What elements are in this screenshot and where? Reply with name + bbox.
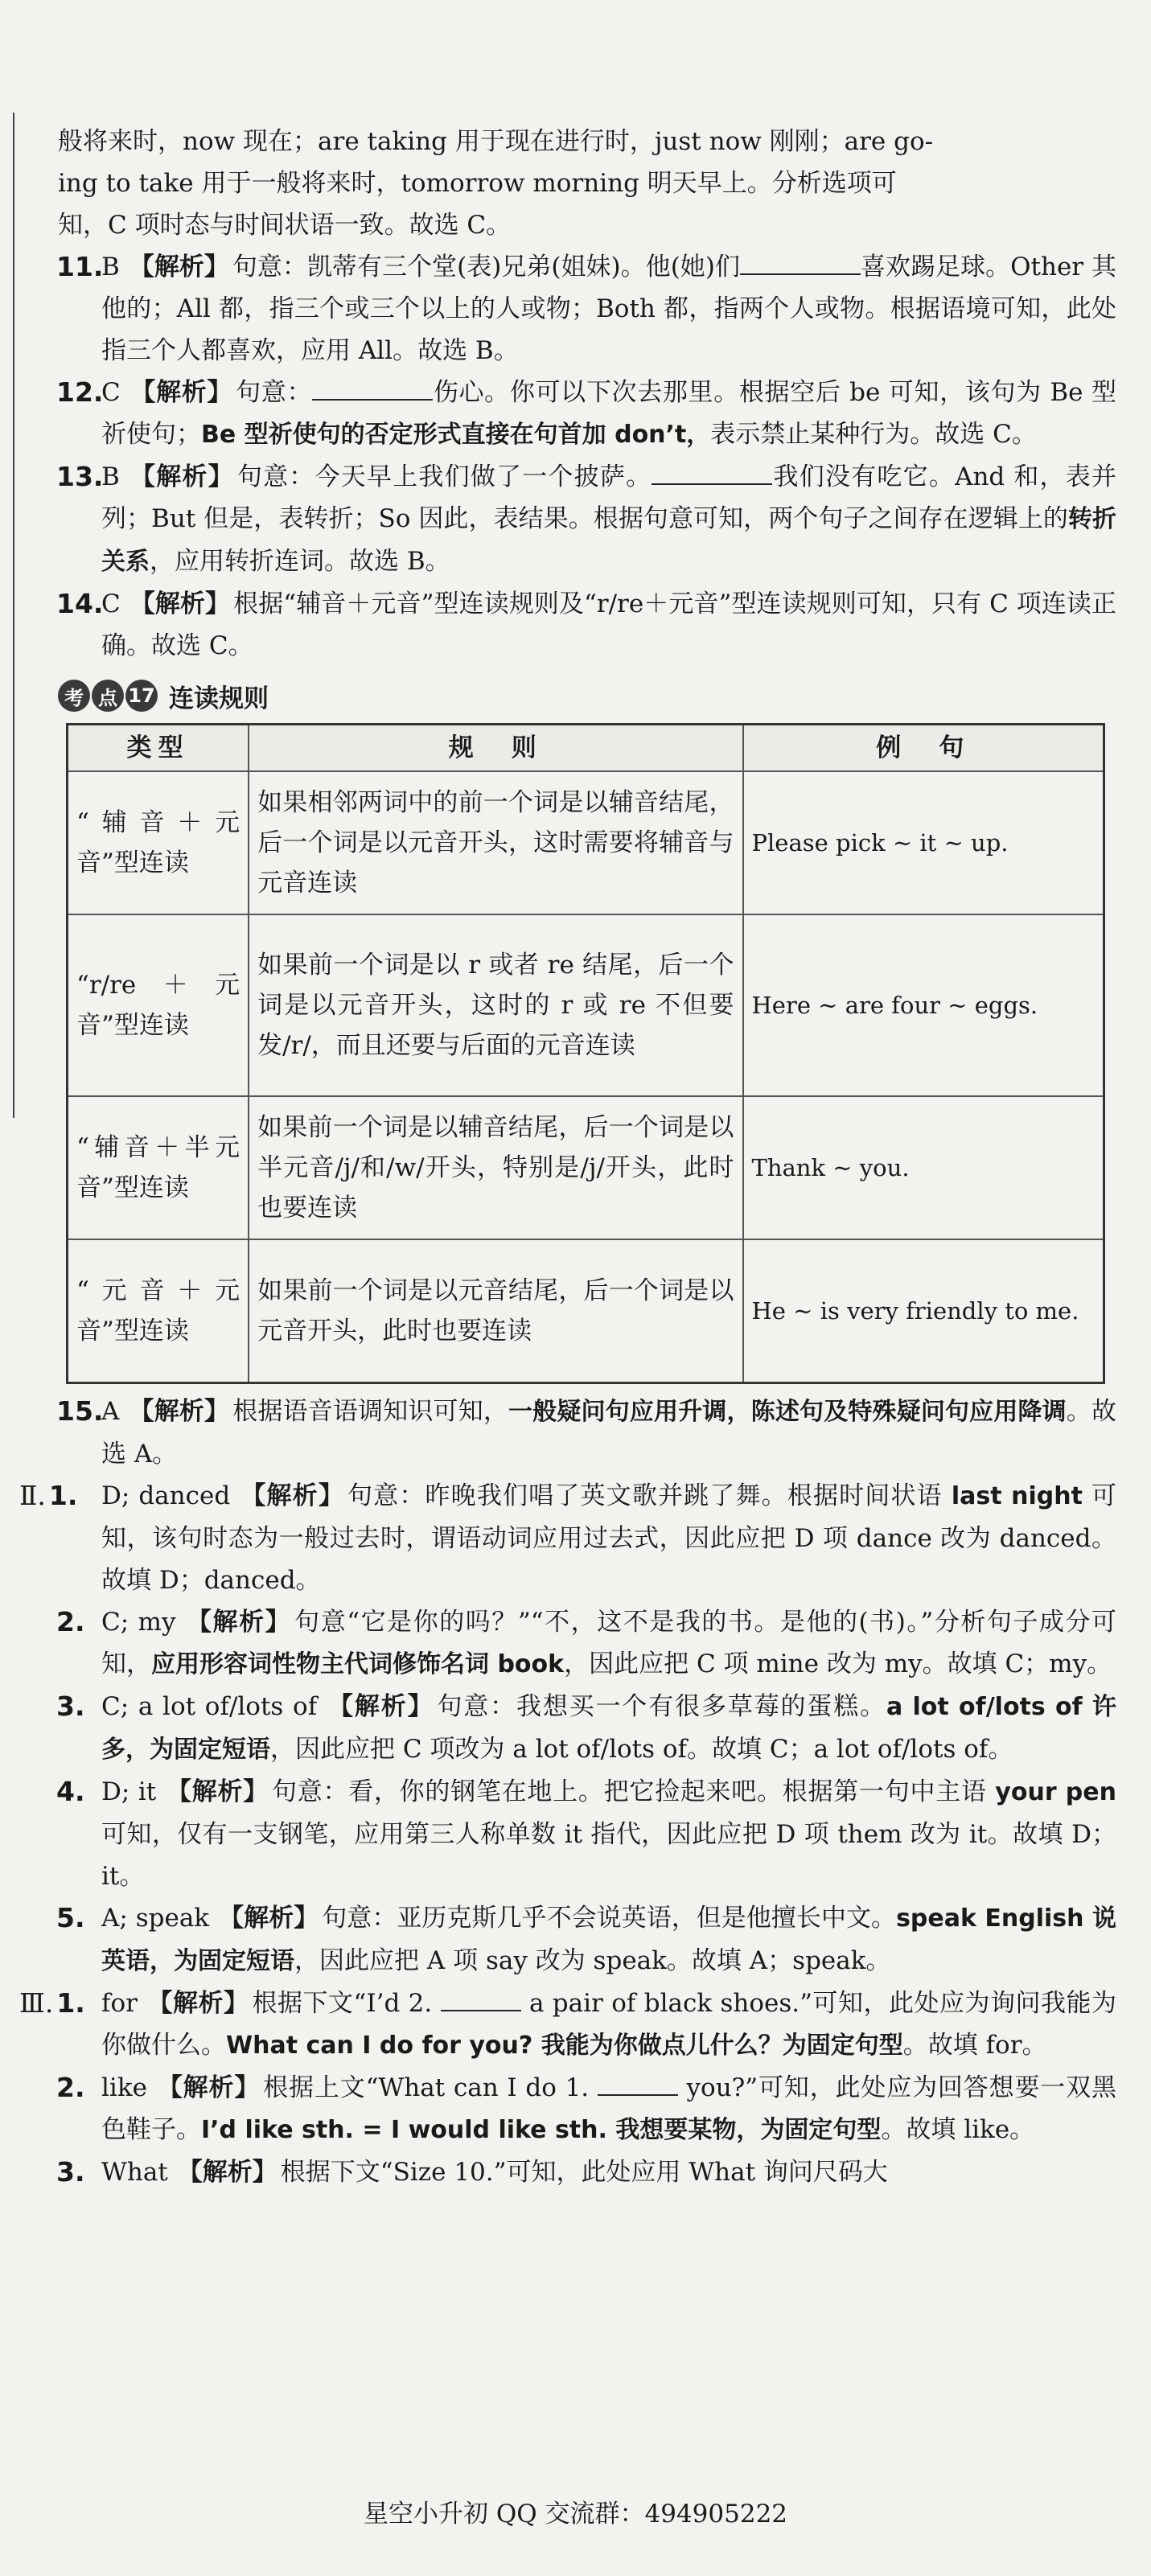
item-text: 句意：我想买一个有很多草莓的蛋糕。 (437, 1691, 886, 1721)
item-text: 可知，仅有一支钢笔，应用第三人称单数 it 指代，因此应把 D 项 them 改为 it。故填 D；it。 (101, 1819, 1116, 1891)
item-number: 11. (56, 251, 104, 282)
answer-item-11 (58, 246, 1116, 372)
item-answer: C (101, 378, 121, 407)
item-answer: D; it (101, 1777, 157, 1806)
rule-text: 如果前一个词是以 r 或者 re 结尾，后一个词是以元音开头，这时的 r 或 re 不但要发/r/，而且还要与后面的元音连读 (249, 914, 742, 1096)
rule-example: Here ~ are four ~ eggs. (743, 914, 1104, 1096)
rule-type: “元音＋元音”型连读 (68, 1239, 249, 1382)
part2-item-3 (58, 1686, 1116, 1771)
item-text: 伤心。你可以下次去那里。根据空后 be 可知，该句为 Be 型祈使句； (101, 378, 1117, 449)
item-number: 4. (56, 1775, 85, 1807)
item-number: 3. (56, 2155, 85, 2188)
analysis-tag: 【解析】 (129, 378, 233, 407)
roman-numeral: Ⅲ. (19, 1986, 54, 2019)
item-answer: C; a lot of/lots of (101, 1691, 318, 1721)
item-text: ，因此应把 C 项改为 a lot of/lots of。故填 C；a lot of/lots of。 (270, 1734, 1013, 1764)
part2-item-1 (19, 1475, 1117, 1601)
bold-note: I’d like sth. = I would like sth. 我想要某物，为固定句型 (201, 2115, 882, 2144)
kaodian-header (58, 675, 1116, 717)
analysis-tag: 【解析】 (327, 1691, 434, 1721)
rule-example: Thank ~ you. (743, 1096, 1104, 1239)
item-text: ，应用转折连词。故选 B。 (150, 547, 450, 576)
item-number: 13. (56, 461, 104, 492)
answer-item-15 (58, 1391, 1116, 1475)
analysis-tag: 【解析】 (240, 1481, 344, 1510)
bold-note: What can I do for you? 我能为你做点儿什么？为固定句型 (226, 2031, 903, 2060)
table-row (68, 1096, 1104, 1239)
item-answer: D; danced (101, 1481, 231, 1510)
margin-line (13, 113, 14, 1118)
item-answer: What (101, 2157, 168, 2187)
item-number: 15. (56, 1395, 104, 1427)
item-answer: C; my (101, 1607, 176, 1637)
item-number-text: 1. (56, 1986, 85, 2019)
analysis-tag: 【解析】 (146, 1988, 249, 2018)
bold-note: 应用形容词性物主代词修饰名词 book (151, 1650, 565, 1678)
item-text: 。故填 like。 (881, 2114, 1035, 2144)
item-text: 表示禁止某种行为。故选 C。 (710, 420, 1037, 449)
bold-note: your pen (995, 1777, 1116, 1806)
analysis-tag: 【解析】 (129, 590, 231, 618)
rule-text: 如果前一个词是以辅音结尾，后一个词是以半元音/j/和/w/开头，特别是/j/开头，此时也要连读 (249, 1096, 742, 1239)
item-text: 可知，该句时态为一般过去时，谓语动词应用过去式，因此应把 D 项 dance 改为 danced。故填 D；danced。 (101, 1481, 1117, 1595)
answer-page (19, 121, 1117, 2193)
bold-note: Be 型祈使句的否定形式直接在句首加 don’t， (201, 421, 711, 449)
bold-note: last night (951, 1481, 1083, 1510)
blank-line (312, 375, 433, 401)
analysis-tag: 【解析】 (185, 1607, 292, 1637)
blank-line (441, 1986, 521, 2011)
part3-item-3 (58, 2151, 1116, 2193)
item-number: 12. (56, 376, 104, 408)
item-text: 句意“它是你的吗？”“不，这不是我的书。是他的(书)。”分析句子成分可知， (101, 1607, 1117, 1678)
intro-line: 般将来时，now 现在；are taking 用于现在进行时，just now 刚刚；are go- (58, 127, 934, 156)
analysis-tag: 【解析】 (166, 1777, 269, 1806)
item-answer: like (101, 2073, 147, 2102)
table-row (68, 1239, 1104, 1382)
roman-numeral: Ⅱ. (19, 1479, 46, 1511)
item-number: 5. (56, 1901, 85, 1933)
table-row (68, 771, 1104, 914)
item-text: 。故填 for。 (902, 2030, 1047, 2060)
bold-note: 一般疑问句应用升调，陈述句及特殊疑问句应用降调 (508, 1397, 1067, 1426)
bold-note: a lot of/lots of 许多，为固定短语 (101, 1692, 1117, 1764)
blank-line (740, 249, 861, 275)
item-text: a pair of black shoes.”可知，此处应为询问我能为你做什么。 (101, 1988, 1117, 2060)
item-text: 句意：今天早上我们做了一个披萨。 (236, 462, 652, 491)
item-number: 2. (56, 2071, 85, 2103)
part3-item-1 (19, 1982, 1117, 2067)
item-number: 14. (56, 588, 104, 619)
left-margin-binding-lines (0, 113, 26, 2493)
item-number (19, 1475, 78, 1517)
analysis-tag: 【解析】 (177, 2157, 277, 2187)
liaison-rules-table (66, 723, 1105, 1384)
item-text: 根据语音语调知识可知， (232, 1396, 509, 1426)
intro-paragraph (58, 121, 1116, 246)
part3-item-2 (58, 2067, 1116, 2151)
analysis-tag: 【解析】 (129, 1396, 230, 1426)
rule-type: “辅音＋元音”型连读 (68, 771, 249, 914)
item-text: 根据下文“Size 10.”可知，此处应用 What 询问尺码大 (280, 2157, 888, 2187)
item-answer: B (101, 462, 120, 491)
item-text: 句意：看，你的钢笔在地上。把它捡起来吧。根据第一句中主语 (271, 1777, 996, 1806)
item-text: 句意：凯蒂有三个堂(表)兄弟(姐妹)。他(她)们 (232, 253, 740, 281)
answer-item-13 (58, 456, 1116, 583)
table-header: 规 则 (249, 725, 742, 772)
rule-example: He ~ is very friendly to me. (743, 1239, 1104, 1382)
rule-type: “r/re＋元音”型连读 (68, 914, 249, 1096)
table-header: 例 句 (743, 725, 1104, 772)
part2-item-4 (58, 1771, 1116, 1897)
item-number: 2. (56, 1605, 85, 1637)
intro-line: 知，C 项时态与时间状语一致。故选 C。 (58, 211, 512, 240)
item-text: 根据上文“What can I do 1. (263, 2073, 598, 2102)
table-row (68, 914, 1104, 1096)
analysis-tag: 【解析】 (129, 253, 229, 281)
item-text: you?”可知，此处应为回答想要一双黑色鞋子。 (101, 2073, 1116, 2144)
bold-note: 转折关系 (101, 505, 1116, 576)
item-text: 句意：昨晚我们唱了英文歌并跳了舞。根据时间状语 (347, 1481, 952, 1510)
part2-item-2 (58, 1601, 1116, 1686)
analysis-tag: 【解析】 (156, 2073, 261, 2102)
item-number: 3. (56, 1690, 85, 1722)
bold-note: speak English 说英语，为固定短语 (101, 1904, 1116, 1975)
table-header-row (68, 725, 1104, 772)
rule-example: Please pick ~ it ~ up. (743, 771, 1104, 914)
kaodian-badge-number: 17 (125, 680, 158, 712)
table-header: 类型 (68, 725, 249, 772)
intro-line: ing to take 用于一般将来时，tomorrow morning 明天早上。分析选项可 (58, 169, 897, 198)
page-footer: 星空小升初 QQ 交流群：494905222 (363, 2500, 788, 2529)
item-text: 。故选 A。 (101, 1396, 1117, 1469)
part2-item-5 (58, 1897, 1116, 1982)
analysis-tag: 【解析】 (129, 462, 234, 491)
item-text: 根据下文“I’d 2. (252, 1988, 441, 2018)
blank-line (598, 2070, 678, 2096)
item-answer: A (101, 1396, 120, 1426)
analysis-tag: 【解析】 (219, 1903, 319, 1933)
item-text: 句意： (236, 378, 313, 407)
kaodian-title: 连读规则 (169, 684, 269, 713)
item-number-text: 1. (48, 1479, 78, 1511)
rule-text: 如果前一个词是以元音结尾，后一个词是以元音开头，此时也要连读 (249, 1239, 742, 1382)
blank-line (652, 459, 772, 485)
item-answer: C (101, 590, 121, 618)
item-text: 根据“辅音＋元音”型连读规则及“r/re＋元音”型连读规则可知，只有 C 项连读正确。故选 C。 (101, 590, 1117, 660)
kaodian-badge-dian: 点 (92, 680, 124, 712)
item-answer: B (101, 253, 120, 281)
item-answer: for (101, 1988, 138, 2018)
item-text: ，因此应把 C 项 mine 改为 my。故填 C；my。 (564, 1649, 1112, 1678)
item-text: ，因此应把 A 项 say 改为 speak。故填 A；speak。 (294, 1945, 891, 1975)
kaodian-badge-kao: 考 (58, 680, 90, 712)
rule-type: “辅音＋半元音”型连读 (68, 1096, 249, 1239)
rule-text: 如果相邻两词中的前一个词是以辅音结尾，后一个词是以元音开头，这时需要将辅音与元音连读 (249, 771, 742, 914)
item-text: 喜欢踢足球。Other 其他的；All 都，指三个或三个以上的人或物；Both 都，指两个人或物。根据语境可知，此处指三个人都喜欢，应用 All。故选 B。 (101, 253, 1116, 365)
answer-item-12 (58, 372, 1116, 456)
item-answer: A; speak (101, 1903, 210, 1933)
item-text: 我们没有吃它。And 和，表并列；But 但是，表转折；So 因此，表结果。根据句意可知，两个句子之间存在逻辑上的 (101, 462, 1116, 533)
answer-item-14 (58, 583, 1116, 667)
item-text: 句意：亚历克斯几乎不会说英语，但是他擅长中文。 (322, 1903, 897, 1933)
item-number (19, 1982, 85, 2024)
